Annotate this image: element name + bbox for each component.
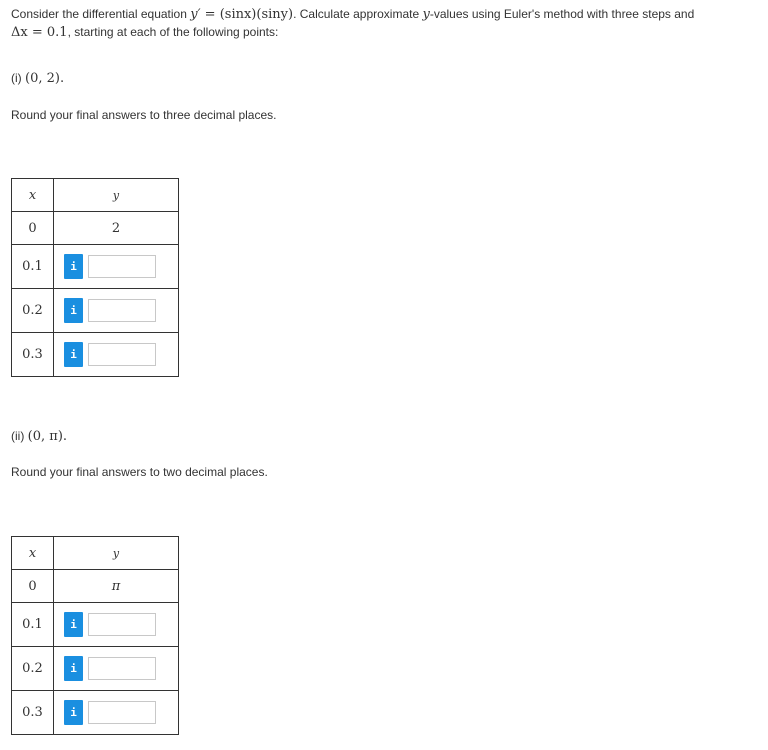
equation-rhs: (sinx)(siny): [219, 7, 294, 22]
table-row: [12, 603, 179, 647]
x-value: 0.3: [12, 691, 54, 735]
equation-sign: =: [200, 7, 220, 22]
answer-cell: [54, 691, 179, 735]
problem-line-2: [11, 24, 278, 41]
part1-label: (i): [11, 71, 22, 85]
info-icon[interactable]: i: [64, 254, 83, 279]
x-value: 0: [12, 212, 54, 245]
problem-intro-text: Consider the differential equation: [11, 7, 191, 21]
part2-instruction: Round your final answers to two decimal places.: [11, 465, 268, 479]
part2-label: (ii): [11, 429, 25, 443]
info-icon[interactable]: i: [64, 656, 83, 681]
part2-heading: [11, 428, 67, 445]
table-row: [12, 647, 179, 691]
problem-text-tail: -values using Euler's method with three steps and: [429, 7, 695, 21]
answer-input[interactable]: [88, 255, 156, 278]
problem-line2-text: , starting at each of the following points:: [67, 25, 279, 39]
answer-cell: [54, 647, 179, 691]
part1-heading: [11, 70, 64, 87]
y-variable: y: [422, 7, 430, 22]
table-row-initial: [12, 212, 179, 245]
x-value: 0.1: [12, 245, 54, 289]
x-value: 0.2: [12, 289, 54, 333]
table-row: [12, 691, 179, 735]
answer-cell: [54, 603, 179, 647]
part1-table: [11, 178, 179, 377]
table-header-row: [12, 179, 179, 212]
table-row: [12, 245, 179, 289]
answer-input[interactable]: [88, 343, 156, 366]
answer-cell: [54, 289, 179, 333]
answer-input[interactable]: [88, 657, 156, 680]
answer-cell: [54, 333, 179, 377]
part1-instruction: Round your final answers to three decimal places.: [11, 108, 277, 122]
answer-input[interactable]: [88, 299, 156, 322]
header-x: x: [12, 179, 54, 212]
problem-line-1: [11, 6, 694, 23]
x-value: 0.2: [12, 647, 54, 691]
answer-input[interactable]: [88, 701, 156, 724]
info-icon[interactable]: i: [64, 612, 83, 637]
info-icon[interactable]: i: [64, 298, 83, 323]
header-y: y: [54, 179, 179, 212]
part2-table: [11, 536, 179, 735]
x-value: 0.1: [12, 603, 54, 647]
answer-cell: [54, 245, 179, 289]
y-value: 2: [54, 212, 179, 245]
delta-x: Δx = 0.1: [11, 25, 68, 40]
equation-lhs: y′: [190, 7, 201, 22]
header-y: y: [54, 537, 179, 570]
answer-input[interactable]: [88, 613, 156, 636]
y-value: π: [54, 570, 179, 603]
table-row: [12, 289, 179, 333]
part2-point: (0, π).: [27, 429, 68, 444]
table-header-row: [12, 537, 179, 570]
problem-text-mid: . Calculate approximate: [293, 7, 423, 21]
table-row-initial: [12, 570, 179, 603]
x-value: 0.3: [12, 333, 54, 377]
header-x: x: [12, 537, 54, 570]
table-row: [12, 333, 179, 377]
info-icon[interactable]: i: [64, 342, 83, 367]
x-value: 0: [12, 570, 54, 603]
part1-point: (0, 2).: [25, 71, 65, 86]
info-icon[interactable]: i: [64, 700, 83, 725]
